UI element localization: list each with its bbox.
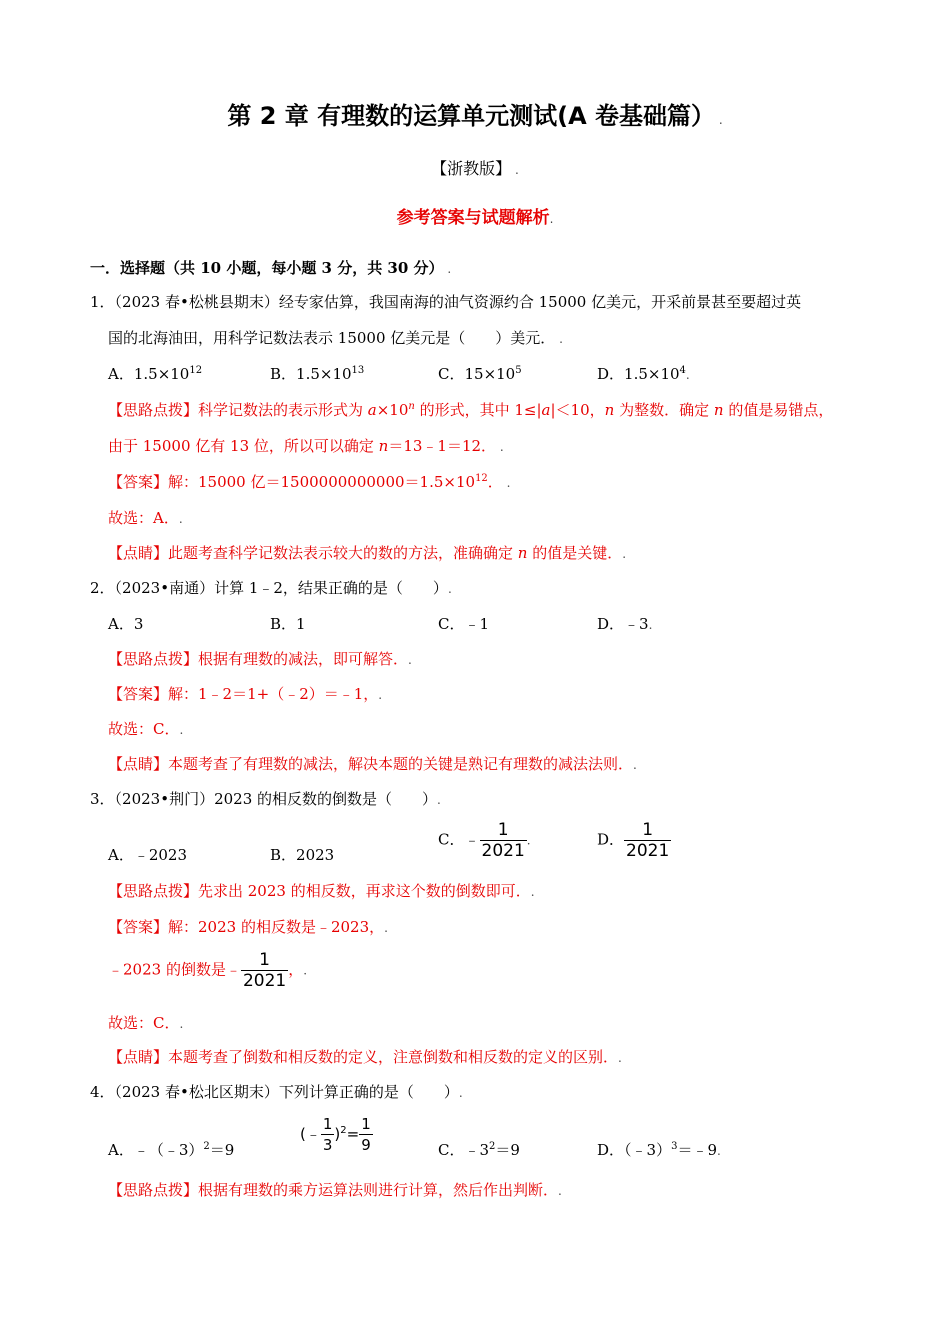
q3-option-d-fraction: [624, 820, 671, 861]
q1-comment-1: 【点睛】此题考查科学记数法表示较大的数的方法，准确确定: [108, 544, 518, 562]
q1-hint-a10: n: [713, 401, 724, 419]
q4-option-a-end: ＝9: [209, 1141, 235, 1159]
q4-option-c-text: C．﹣3: [438, 1141, 490, 1159]
q3-option-c-num: 1: [480, 820, 527, 841]
q2-hint: 【思路点拨】根据有理数的减法，即可解答．.: [108, 650, 412, 668]
q4-option-a: [108, 1140, 234, 1160]
q4-text-body: （2023 春•松北区期末）下列计算正确的是（ ）: [114, 1083, 459, 1101]
q1-answer: 【答案】解：15000 亿$=1500000000000=1.5\times 10^{12}$． .: [108, 473, 511, 491]
q1-option-d: D．$1.5\times 10^4$.: [597, 365, 690, 383]
q3-number: 3．: [90, 790, 115, 808]
q3-option-a-text: A．﹣2023: [108, 846, 188, 864]
q1-option-d-text: D．1.5×10: [597, 365, 680, 383]
answer-section-title-text: 参考答案与试题解析: [396, 208, 550, 228]
q1-hint-a5: 的形式，其中 1≤|: [414, 401, 542, 419]
q4-option-b-open: (﹣: [300, 1125, 321, 1143]
q1-hint-a1: 【思路点拨】科学记数法的表示形式为: [108, 401, 368, 419]
q1-hint-a9: 为整数．确定: [614, 401, 714, 419]
q4-option-d-end: ＝﹣9: [677, 1141, 717, 1159]
q1-hint-b2: n: [378, 437, 389, 455]
q1-hint-line-2: 由于 15000 亿有 13 位，所以可以确定 n＝13﹣1＝12． .: [108, 437, 504, 455]
q1-text-b: 国的北海油田，用科学记数法表示 15000 亿美元是（ ）美元．: [108, 329, 556, 347]
page-title: 第 2 章 有理数的运算单元测试(A 卷基础篇） .: [227, 102, 723, 130]
q1-comment: 【点睛】此题考查科学记数法表示较大的数的方法，准确确定 n 的值是关键．.: [108, 544, 627, 562]
q1-text-line-2: 国的北海油田，用科学记数法表示 15000 亿美元是（ ）美元． .: [108, 329, 563, 347]
q2-option-b-text: B．1: [270, 615, 306, 633]
q3-line2-end: ，: [288, 960, 304, 979]
q1-option-b: [270, 364, 364, 384]
q4-option-b-den: 3: [322, 1136, 333, 1154]
q1-option-a-text: A．1.5×10: [108, 365, 190, 383]
q4-option-b-rden: 9: [361, 1136, 371, 1154]
q3-answer-text: 【答案】解：2023 的相反数是﹣2023，: [108, 918, 385, 936]
q1-hint-b1: 由于 15000 亿有 13 位，所以可以确定: [108, 437, 379, 455]
q3-hint-text: 【思路点拨】先求出 2023 的相反数，再求这个数的倒数即可．: [108, 882, 531, 900]
q1-choice-text: 故选：A．: [108, 509, 179, 527]
q3-option-c-fraction: [480, 820, 527, 861]
q3-comment: 【点睛】本题考查了倒数和相反数的定义，注意倒数和相反数的定义的区别．.: [108, 1048, 622, 1066]
q2-option-d-text: D．﹣3: [597, 615, 649, 633]
q2-answer-text: 【答案】解：1﹣2＝1+（﹣2）＝﹣1，: [108, 685, 379, 703]
q2-option-c-text: C．﹣1: [438, 615, 490, 633]
q3-option-b-text: B．2023: [270, 846, 335, 864]
q4-option-b-result: [359, 1114, 373, 1155]
section-heading-text: 一．选择题（共 10 小题，每小题 3 分，共 30 分）: [90, 259, 444, 277]
q2-comment: 【点睛】本题考查了有理数的减法，解决本题的关键是熟记有理数的减法法则．.: [108, 755, 637, 773]
q3-option-b: [270, 845, 334, 865]
q1-answer-exp: 12: [475, 473, 488, 484]
q4-hint-text: 【思路点拨】根据有理数的乘方运算法则进行计算，然后作出判断．: [108, 1181, 559, 1199]
q3-option-d: [597, 820, 671, 861]
q2-choice: 故选：C．.: [108, 720, 184, 738]
q3-line2-den: 2021: [242, 971, 287, 991]
q1-option-b-exp: 13: [351, 365, 365, 376]
q4-text: 4．（2023 春•松北区期末）下列计算正确的是（ ）.: [90, 1083, 463, 1101]
q1-comment-3: 的值是关键．: [527, 544, 623, 562]
q2-text-body: （2023•南通）计算 1﹣2，结果正确的是（ ）: [114, 579, 448, 597]
section-heading: 一．选择题（共 10 小题，每小题 3 分，共 30 分） .: [90, 259, 452, 277]
q4-option-c-end: ＝9: [495, 1141, 520, 1159]
q1-option-d-exp: 4: [679, 365, 686, 376]
q1-answer-text: 【答案】解：15000 亿＝1500000000000＝1.5×10: [108, 473, 476, 491]
answer-section-title: 参考答案与试题解析.: [396, 208, 554, 228]
q4-option-d-text: D．（﹣3）: [597, 1141, 672, 1159]
q3-option-c-den: 2021: [481, 841, 525, 861]
q3-line2-fraction: [241, 950, 288, 991]
q1-hint-a11: 的值是易错点，: [723, 401, 834, 419]
q4-option-b-eq: =: [346, 1125, 360, 1143]
q4-option-b-num: 1: [322, 1115, 333, 1133]
q3-option-d-num: 1: [624, 820, 671, 841]
q1-hint-line-1: [108, 400, 833, 420]
q4-option-d-exp: 3: [671, 1141, 678, 1152]
q3-choice: 故选：C．.: [108, 1014, 184, 1032]
q3-option-d-den: 2021: [626, 841, 670, 861]
q3-option-a: [108, 845, 187, 865]
q2-choice-text: 故选：C．: [108, 720, 180, 738]
q3-option-d-label: D．: [597, 830, 625, 849]
q4-option-a-text: A．﹣（﹣3）: [108, 1141, 204, 1159]
q1-choice: 故选：A．.: [108, 509, 183, 527]
q1-hint-a7: |＜10，: [550, 401, 605, 419]
q4-option-b: [300, 1114, 373, 1155]
q1-text-a: （2023 春•松桃县期末）经专家估算，我国南海的油气资源约合 15000 亿美元，开采前景甚至要超过英: [114, 293, 802, 311]
q4-option-b-rnum: 1: [361, 1115, 371, 1133]
q4-option-d: D．（﹣3）$^3$＝﹣9.: [597, 1141, 721, 1159]
q1-hint-a8: n: [604, 401, 615, 419]
q1-text-line-1: [90, 292, 801, 312]
q3-hint: 【思路点拨】先求出 2023 的相反数，再求这个数的倒数即可．.: [108, 882, 535, 900]
q4-number: 4．: [90, 1083, 115, 1101]
q2-option-b: [270, 614, 306, 634]
q1-hint-a4: n: [408, 401, 415, 412]
q1-number: 1．: [90, 293, 115, 311]
q1-answer-end: ．: [487, 473, 503, 491]
q4-option-b-exp: 2: [340, 1125, 347, 1136]
q3-option-c-sign: ﹣: [464, 830, 480, 849]
q2-comment-text: 【点睛】本题考查了有理数的减法，解决本题的关键是熟记有理数的减法法则．: [108, 755, 634, 773]
q1-comment-2: n: [517, 544, 528, 562]
q2-option-d: D．﹣3.: [597, 615, 653, 633]
q1-hint-b3: ＝13﹣1＝12．: [388, 437, 497, 455]
q2-option-a-text: A．3: [108, 615, 144, 633]
q4-option-b-close: ): [334, 1125, 341, 1143]
edition-text: 【浙教版】: [431, 159, 512, 178]
q1-option-a: [108, 364, 202, 384]
q4-option-a-exp: 2: [203, 1141, 210, 1152]
q3-answer-line-2: ﹣2023 的倒数是﹣ $\frac{1}{2021}$ ，.: [108, 950, 308, 991]
q1-hint-a3: ×10: [376, 401, 409, 419]
q3-text-body: （2023•荆门）2023 的相反数的倒数是（ ）: [114, 790, 438, 808]
q2-hint-text: 【思路点拨】根据有理数的减法，即可解答．: [108, 650, 409, 668]
q2-number: 2．: [90, 579, 115, 597]
q1-option-a-exp: 12: [189, 365, 203, 376]
q1-hint-a6: a: [541, 401, 551, 419]
page-title-text: 第 2 章 有理数的运算单元测试(A 卷基础篇）: [227, 102, 716, 130]
edition-label: 【浙教版】 .: [431, 159, 519, 178]
q3-option-c: C．﹣ $\frac{1}{2021}$ .: [438, 820, 531, 861]
q3-comment-text: 【点睛】本题考查了倒数和相反数的定义，注意倒数和相反数的定义的区别．: [108, 1048, 619, 1066]
q4-option-c-exp: 2: [489, 1141, 496, 1152]
q3-answer: 【答案】解：2023 的相反数是﹣2023，.: [108, 918, 388, 936]
q4-option-c: [438, 1140, 520, 1160]
q4-hint: 【思路点拨】根据有理数的乘方运算法则进行计算，然后作出判断．.: [108, 1181, 562, 1199]
q2-text: 2．（2023•南通）计算 1﹣2，结果正确的是（ ）.: [90, 579, 452, 597]
q2-option-c: [438, 614, 489, 634]
q3-choice-text: 故选：C．: [108, 1014, 180, 1032]
q1-hint-a2: a: [367, 401, 377, 419]
q3-line2-text: ﹣2023 的倒数是﹣: [108, 960, 241, 979]
q2-answer: 【答案】解：1﹣2＝1+（﹣2）＝﹣1，.: [108, 685, 383, 703]
q1-option-c-text: C．15×10: [438, 365, 516, 383]
q1-option-c: [438, 364, 522, 384]
q4-option-b-fraction: [321, 1114, 335, 1155]
q1-option-b-text: B．1.5×10: [270, 365, 352, 383]
q3-line2-num: 1: [241, 950, 288, 971]
q2-option-a: [108, 614, 143, 634]
q3-option-c-label: C．: [438, 830, 465, 849]
q1-option-c-exp: 5: [515, 365, 522, 376]
q3-text: 3．（2023•荆门）2023 的相反数的倒数是（ ）.: [90, 790, 441, 808]
